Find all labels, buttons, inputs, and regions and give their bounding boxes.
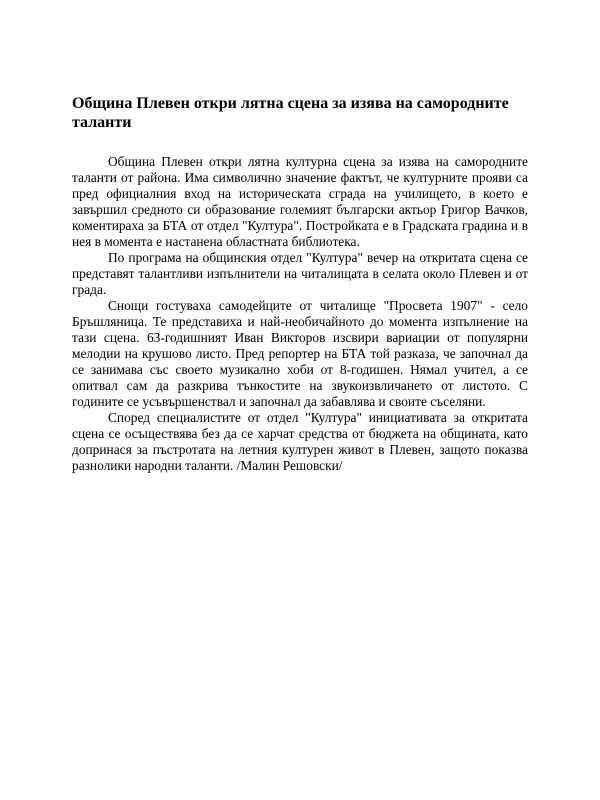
paragraph-4: Според специалистите от отдел "Култура" инициативата за откритата сцена се осъществява без да се харчат средства от бюджета на общината, като допринася за пъстротата на летния културен живот в Плевен, защото показва разнолики народни таланти. /Малин Решовски/ bbox=[72, 410, 528, 473]
article-title: Община Плевен откри лятна сцена за изява на самородните таланти bbox=[72, 95, 509, 131]
paragraph-2: По програма на общинския отдел "Култура" вечер на откритата сцена се представят талантливи изпълнители на читалищата в селата около Плевен и от града. bbox=[72, 250, 528, 297]
paragraph-3: Снощи гостуваха самодейците от читалище "Просвета 1907" - село Бръшляница. Те представиха и най-необичайното до момента изпълнение на тази сцена. 63-годишният Иван Викторов изсвири вариации от популярни мелодии на крушово листо. Пред репортер на БТА той разказа, че започнал да се занимава със своето музикално хоби от 8-годишен. Нямал учител, а се опитвал сам да разкрива тънкостите на звукоизвличането от листото. С годините се усъвършенствал и започнал да забавлява и своите съселяни. bbox=[72, 298, 528, 409]
paragraph-1: Община Плевен откри лятна културна сцена за изява на самородните таланти от района. Има символично значение фактът, че културните прояви са пред официалния вход на историческата сграда на училището, в което е завършил средното си образование големият български актьор Григор Вачков, коментираха за БТА от отдел "Култура". Постройката е в Градската градина и в нея в момента е настанена областната библиотека. bbox=[72, 154, 528, 249]
article-body bbox=[72, 154, 528, 474]
